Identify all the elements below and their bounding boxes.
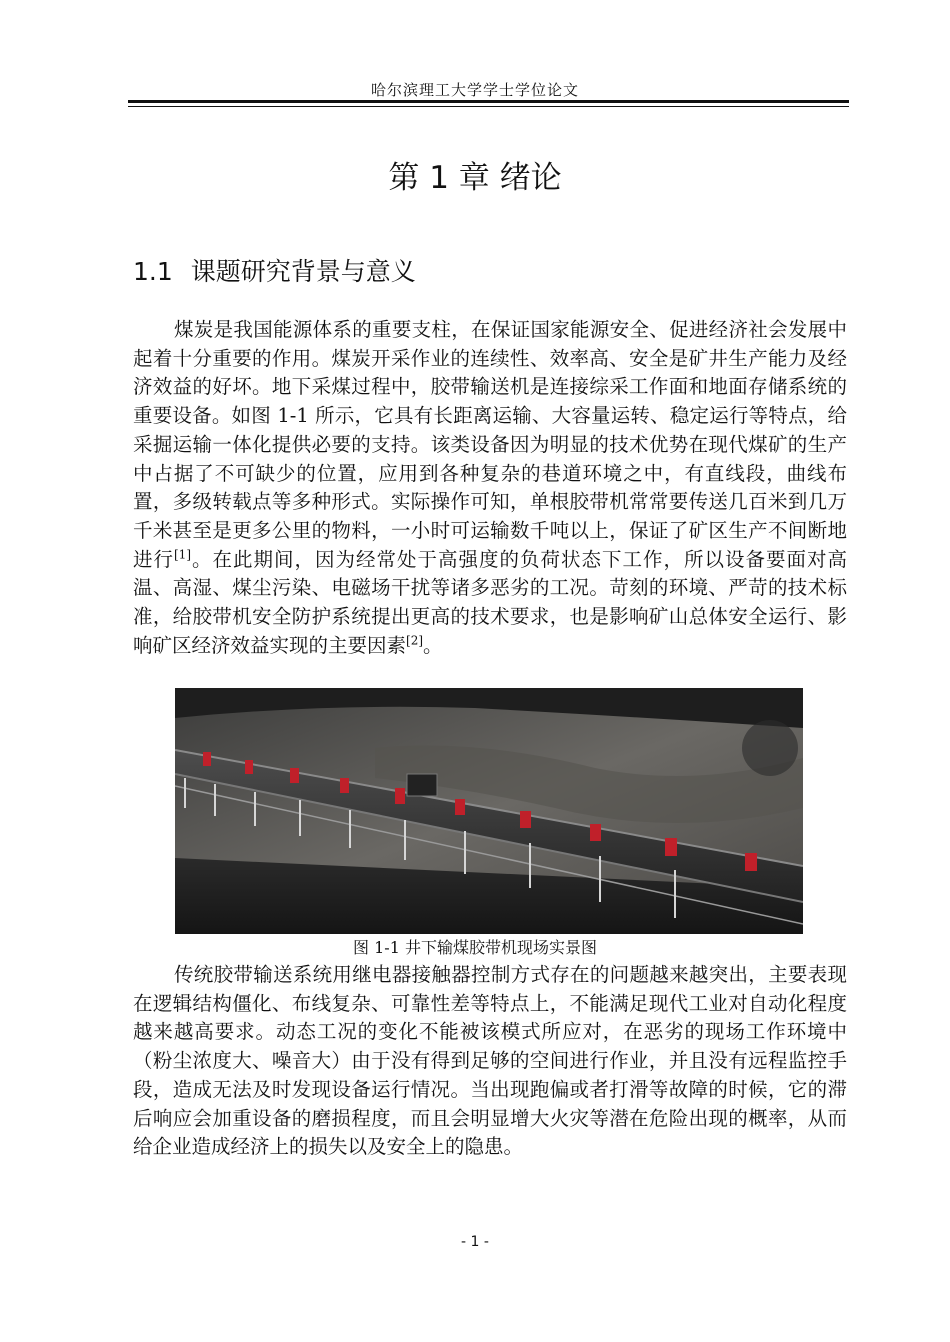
paragraph-background — [133, 316, 847, 660]
citation-2: [2] — [406, 633, 424, 648]
section-title: 课题研究背景与意义 — [190, 257, 416, 286]
conveyor-photo — [175, 688, 803, 934]
citation-1: [1] — [174, 547, 191, 562]
paragraph-text-c: 。 — [423, 633, 443, 657]
figure-caption: 图 1-1 井下输煤胶带机现场实景图 — [353, 938, 597, 957]
paragraph-problems: 传统胶带输送系统用继电器接触器控制方式存在的问题越来越突出，主要表现在逻辑结构僵化、布线复杂、可靠性差等特点上，不能满足现代工业对自动化程度越来越高要求。动态工况的变化不能被该模式所应对，在恶劣的现场工作环境中（粉尘浓度大、噪音大）由于没有得到足够的空间进行作业，并且没有远程监控手段，造成无法及时发现设备运行情况。当出现跑偏或者打滑等故障的时候，它的滞后响应会加重设备的磨损程度，而且会明显增大火灾等潜在危险出现的概率，从而给企业造成经济上的损失以及安全上的隐患。 — [133, 963, 847, 1159]
section-heading — [133, 252, 416, 288]
paragraph-text-a: 煤炭是我国能源体系的重要支柱，在保证国家能源安全、促进经济社会发展中起着十分重要的作用。煤炭开采作业的连续性、效率高、安全是矿井生产能力及经济效益的好坏。地下采煤过程中，胶带输送机是连接综采工作面和地面存储系统的重要设备。如图 1-1 所示，它具有长距离运输、大容量运转、稳定运行等特点，给采掘运输一体化提供必要的支持。该类设备因为明显的技术优势在现代煤矿的生产中占据了不可缺少的位置，应用到各种复杂的巷道环境之中，有直线段，曲线布置，多级转载点等多种形式。实际操作可知，单根胶带机常常要传送几百米到几万千米甚至是更多公里的物料，一小时可运输数千吨以上，保证了矿区生产不间断地进行 — [133, 318, 847, 571]
header-rule-thick — [128, 100, 849, 103]
chapter-title: 第 1 章 绪论 — [388, 160, 562, 196]
page-number: - 1 - — [461, 1234, 489, 1250]
running-header: 哈尔滨理工大学学士学位论文 — [370, 81, 579, 99]
header-rule-thin — [128, 106, 849, 107]
section-number: 1.1 — [133, 257, 173, 286]
paragraph-text-b: 。在此期间，因为经常处于高强度的负荷状态下工作，所以设备要面对高温、高湿、煤尘污染、电磁场干扰等诸多恶劣的工况。苛刻的环境、严苛的技术标准，给胶带机安全防护系统提出更高的技术要求，也是影响矿山总体安全运行、影响矿区经济效益实现的主要因素 — [133, 547, 847, 657]
